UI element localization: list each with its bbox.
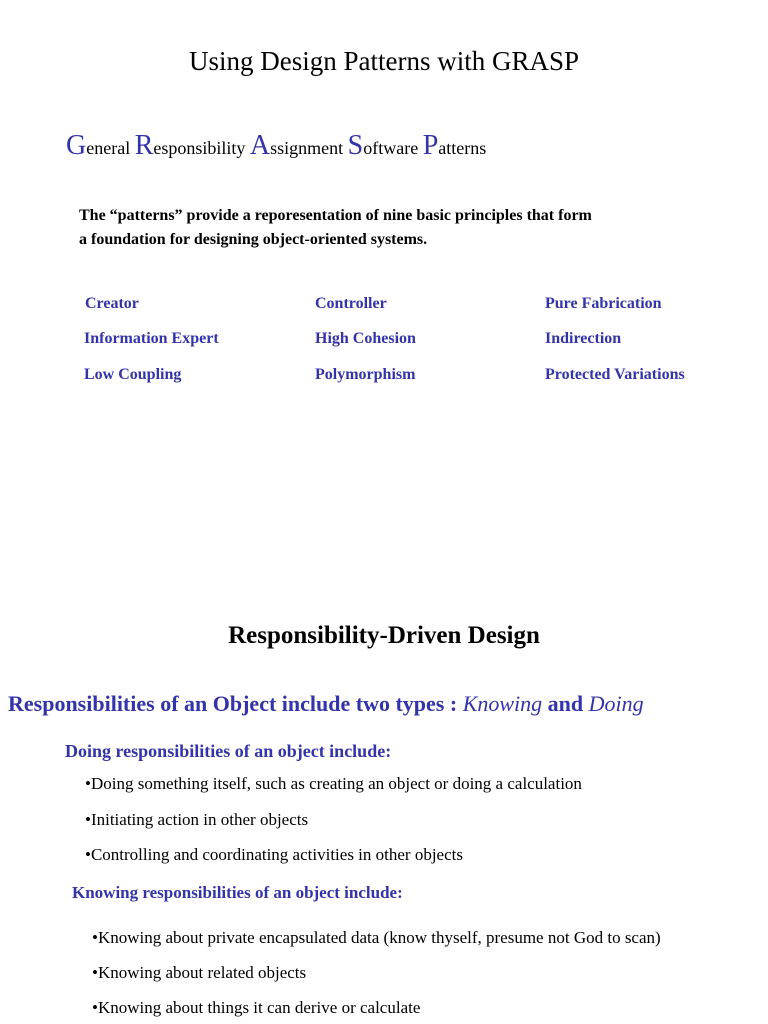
pattern-controller: Controller — [315, 295, 387, 312]
acronym-rest-p: atterns — [438, 138, 487, 158]
subtitle-prefix: Responsibilities of an Object include two types : — [8, 691, 463, 716]
knowing-item: •Knowing about related objects — [92, 963, 307, 982]
knowing-item: •Knowing about things it can derive or calculate — [92, 998, 421, 1017]
acronym-rest-g: eneral — [86, 138, 135, 158]
acronym-cap-g: G — [66, 130, 87, 161]
acronym-cap-s: S — [347, 130, 364, 161]
pattern-polymorphism: Polymorphism — [315, 366, 416, 383]
pattern-low-coupling: Low Coupling — [84, 366, 182, 383]
pattern-protected-variations: Protected Variations — [545, 366, 685, 383]
intro-line-1: The “patterns” provide a reporesentation of nine basic principles that form — [79, 207, 592, 224]
slide1-title: Using Design Patterns with GRASP — [188, 46, 580, 76]
pattern-information-expert: Information Expert — [84, 330, 219, 347]
acronym-cap-r: R — [134, 130, 154, 161]
doing-item: •Doing something itself, such as creating an object or doing a calculation — [85, 774, 582, 793]
pattern-pure-fabrication: Pure Fabrication — [545, 295, 662, 312]
doing-item: •Controlling and coordinating activities in other objects — [85, 845, 463, 864]
intro-line-2: a foundation for designing object-oriented systems. — [79, 231, 428, 248]
slide2-title: Responsibility-Driven Design — [228, 622, 540, 649]
grasp-acronym — [66, 130, 486, 162]
responsibility-types-subtitle — [8, 691, 644, 717]
doing-heading: Doing responsibilities of an object include: — [65, 741, 392, 761]
acronym-rest-a: ssignment — [270, 138, 348, 158]
subtitle-knowing: Knowing — [462, 691, 543, 716]
pattern-creator: Creator — [85, 295, 139, 312]
doing-item: •Initiating action in other objects — [85, 810, 309, 829]
pattern-indirection: Indirection — [545, 330, 622, 347]
subtitle-doing: Doing — [588, 691, 644, 716]
knowing-item: •Knowing about private encapsulated data (know thyself, presume not God to scan) — [92, 928, 661, 947]
acronym-cap-p: P — [422, 130, 439, 161]
acronym-rest-s: oftware — [363, 138, 423, 158]
subtitle-and: and — [542, 691, 589, 716]
knowing-heading: Knowing responsibilities of an object include: — [72, 883, 403, 902]
acronym-cap-a: A — [249, 130, 271, 161]
intro-paragraph — [79, 204, 592, 252]
pattern-high-cohesion: High Cohesion — [315, 330, 416, 347]
acronym-rest-r: esponsibility — [153, 138, 250, 158]
